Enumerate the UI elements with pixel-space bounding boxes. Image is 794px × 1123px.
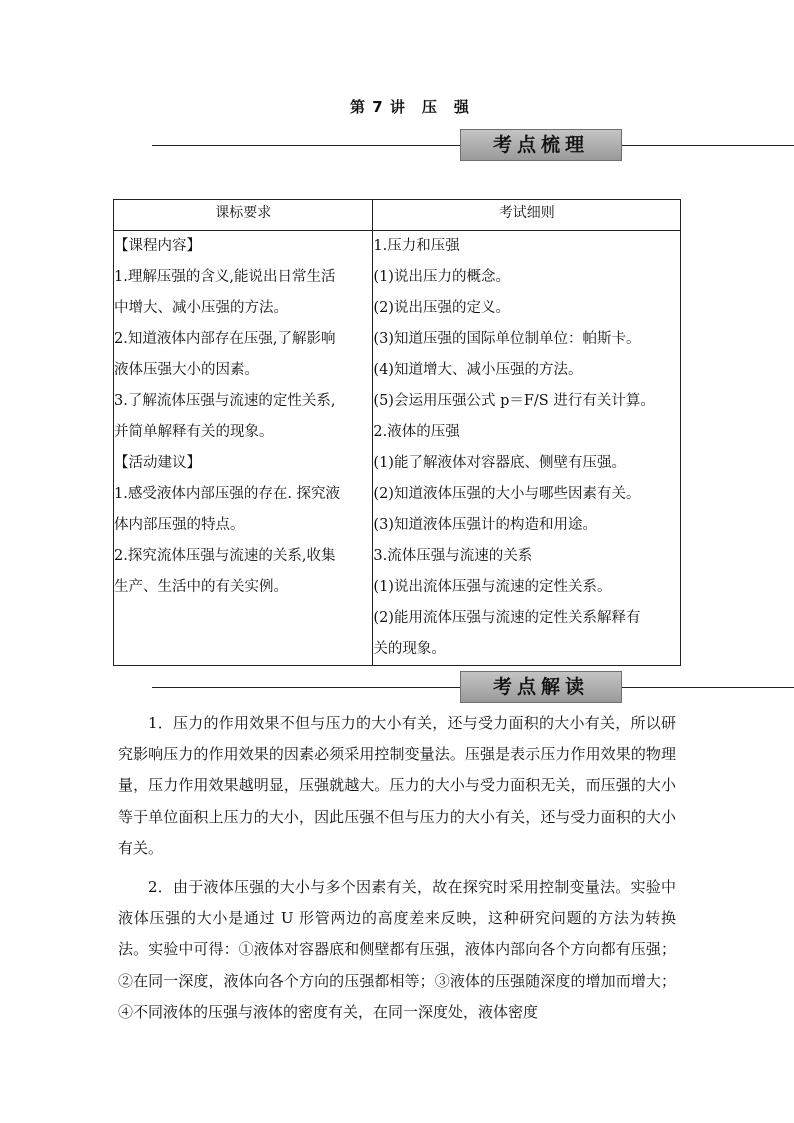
list-item: 【课程内容】 — [114, 238, 201, 254]
body-text — [118, 708, 676, 1036]
list-item: (5)会运用压强公式 p＝F/S 进行有关计算。 — [373, 393, 655, 409]
list-item: 生产、生活中的有关实例。 — [114, 579, 288, 595]
list-item: 1.压力和压强 — [373, 238, 460, 254]
page-title: 第 7 讲 压 强 — [350, 98, 470, 116]
table-row — [114, 231, 681, 666]
list-item: (1)说出流体压强与流速的定性关系。 — [373, 579, 612, 595]
section-badge-interpretation: 考点解读 — [460, 671, 622, 703]
paragraph: 2．由于液体压强的大小与多个因素有关，故在探究时采用控制变量法。实验中液体压强的大小是通过 U 形管两边的高度差来反映，这种研究问题的方法为转换法。实验中可得：①液体对容器底和侧壁都有压强，液体内部向各个方向都有压强；②在同一深度，液体向各个方向的压强都相等；③液体的压强随深度的增加而增大；④不同液体的压强与液体的密度有关，在同一深度处，液体密度 — [118, 878, 676, 1021]
list-item: 3.了解流体压强与流速的定性关系, — [114, 393, 336, 409]
list-item: 2.知道液体内部存在压强,了解影响 — [114, 331, 336, 347]
list-item: (2)说出压强的定义。 — [373, 300, 510, 316]
list-item: (3)知道液体压强计的构造和用途。 — [373, 517, 597, 533]
list-item: 3.流体压强与流速的关系 — [373, 548, 533, 564]
list-item: 1.感受液体内部压强的存在. 探究液 — [114, 486, 341, 502]
list-item: (3)知道压强的国际单位制单位：帕斯卡。 — [373, 331, 641, 347]
requirements-table — [113, 199, 681, 666]
header-curriculum: 课标要求 — [114, 200, 373, 231]
section-badge-review: 考点梳理 — [460, 129, 622, 161]
list-item: (2)知道液体压强的大小与哪些因素有关。 — [373, 486, 641, 502]
list-item: (1)能了解液体对容器底、侧壁有压强。 — [373, 455, 626, 471]
list-item: 2.液体的压强 — [373, 424, 460, 440]
list-item: 1.理解压强的含义,能说出日常生活 — [114, 269, 336, 285]
list-item: 2.探究流体压强与流速的关系,收集 — [114, 548, 336, 564]
list-item: (2)能用流体压强与流速的定性关系解释有 — [373, 610, 641, 626]
list-item: (1)说出压力的概念。 — [373, 269, 510, 285]
exam-details-cell — [373, 231, 681, 666]
list-item: 中增大、减小压强的方法。 — [114, 300, 288, 316]
table-header-row — [114, 200, 681, 231]
list-item: 并简单解释有关的现象。 — [114, 424, 274, 440]
list-item: 关的现象。 — [373, 641, 446, 657]
list-item: 【活动建议】 — [114, 455, 201, 471]
list-item: 体内部压强的特点。 — [114, 517, 245, 533]
paragraph: 1．压力的作用效果不但与压力的大小有关，还与受力面积的大小有关，所以研究影响压力的作用效果的因素必须采用控制变量法。压强是表示压力作用效果的物理量，压力作用效果越明显，压强就越大。压力的大小与受力面积无关，而压强的大小等于单位面积上压力的大小，因此压强不但与压力的大小有关，还与受力面积的大小有关。 — [118, 714, 676, 857]
header-exam-details: 考试细则 — [373, 200, 681, 231]
curriculum-cell — [114, 231, 373, 666]
list-item: (4)知道增大、减小压强的方法。 — [373, 362, 583, 378]
list-item: 液体压强大小的因素。 — [114, 362, 259, 378]
